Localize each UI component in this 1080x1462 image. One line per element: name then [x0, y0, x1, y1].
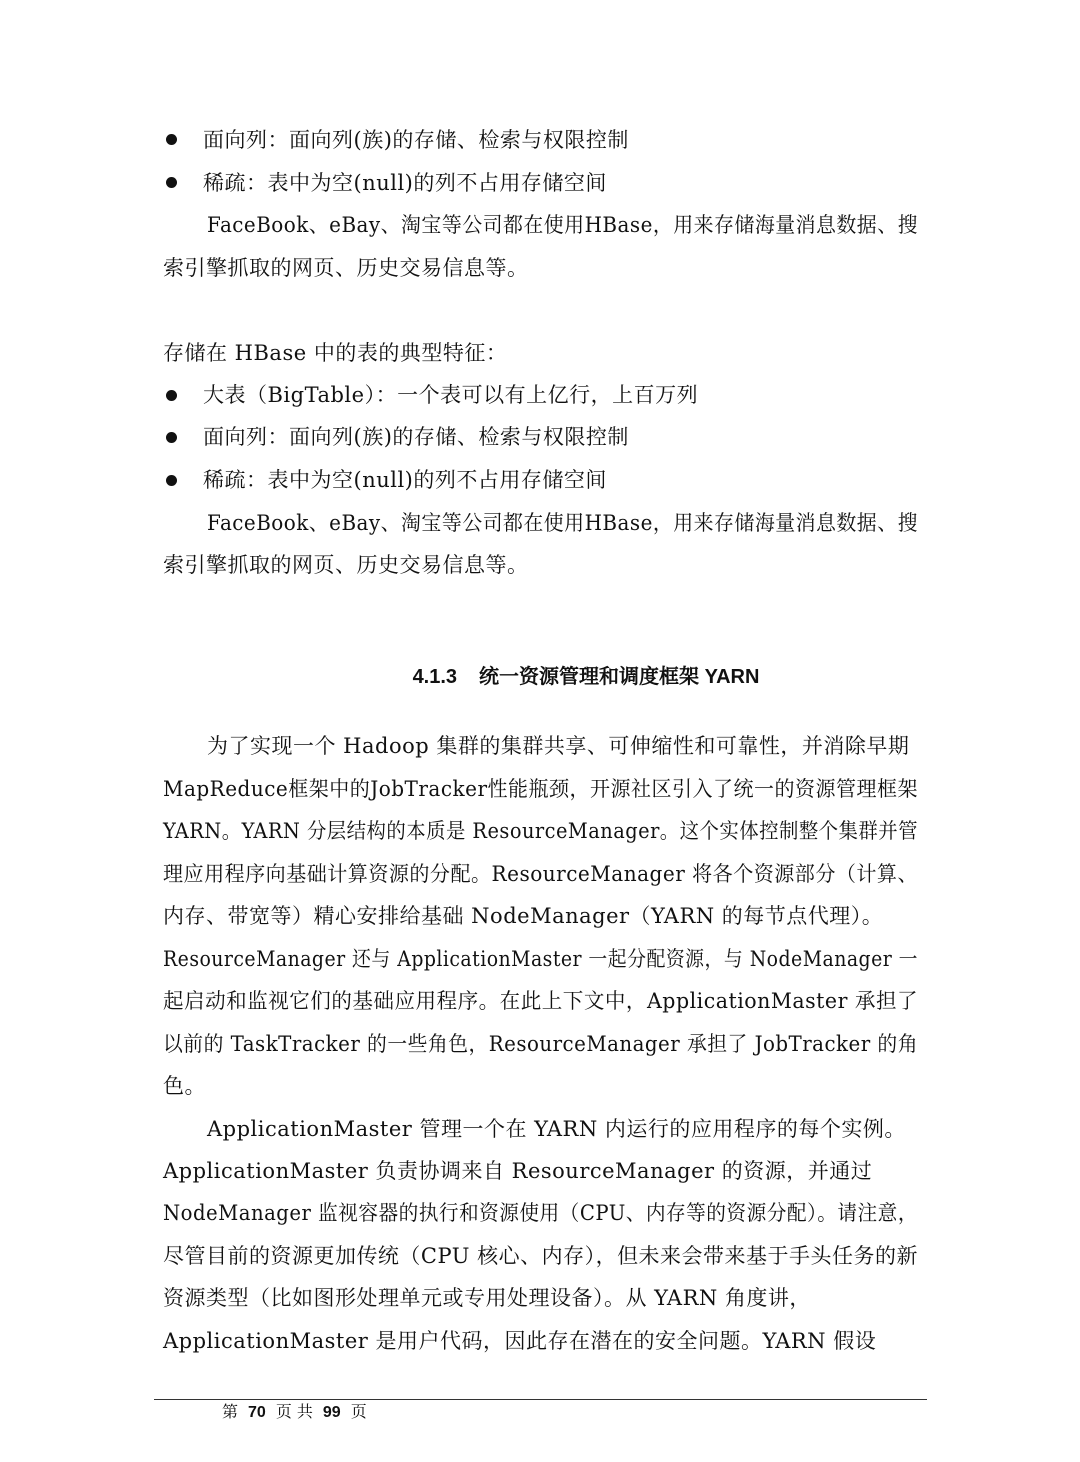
bullet-icon — [166, 475, 177, 486]
section-title: 统一资源管理和调度框架 YARN — [479, 666, 760, 688]
footer-prefix: 第 — [222, 1402, 239, 1421]
section-intro: 存储在 HBase 中的表的典型特征： — [163, 341, 508, 365]
paragraph-line: NodeManager 监视容器的执行和资源使用（CPU、内存等的资源分配）。请注意， — [163, 1201, 918, 1225]
paragraph-line: ResourceManager 还与 ApplicationMaster 一起分配资源，与 NodeManager 一 — [163, 947, 919, 971]
total-pages-number: 99 — [322, 1404, 341, 1421]
paragraph-line: 尽管目前的资源更加传统（CPU 核心、内存），但未来会带来基于手头任务的新 — [163, 1244, 918, 1268]
paragraph-line: YARN。YARN 分层结构的本质是 ResourceManager。这个实体控制整个集群并管 — [163, 819, 918, 843]
footer-middle: 页 共 — [275, 1402, 313, 1421]
bullet-item: 面向列：面向列(族)的存储、检索与权限控制 — [203, 425, 629, 449]
bullet-icon — [166, 390, 177, 401]
paragraph-line: FaceBook、eBay、淘宝等公司都在使用HBase，用来存储海量消息数据、搜 — [207, 213, 918, 237]
section-heading — [0, 662, 1080, 692]
paragraph-line: FaceBook、eBay、淘宝等公司都在使用HBase，用来存储海量消息数据、搜 — [207, 511, 918, 535]
paragraph-line: 为了实现一个 Hadoop 集群的集群共享、可伸缩性和可靠性，并消除早期 — [207, 734, 910, 758]
bullet-icon — [166, 432, 177, 443]
bullet-item: 稀疏：表中为空(null)的列不占用存储空间 — [203, 171, 607, 195]
paragraph-line: 索引擎抓取的网页、历史交易信息等。 — [163, 256, 529, 280]
paragraph-line: 起启动和监视它们的基础应用程序。在此上下文中，ApplicationMaster 承担了 — [163, 989, 919, 1013]
paragraph-line: 内存、带宽等）精心安排给基础 NodeManager（YARN 的每节点代理）。 — [163, 904, 884, 928]
paragraph-line: 理应用程序向基础计算资源的分配。ResourceManager 将各个资源部分（计算、 — [163, 862, 918, 886]
paragraph-line: ApplicationMaster 是用户代码，因此存在潜在的安全问题。YARN 假设 — [163, 1329, 877, 1353]
bullet-item: 稀疏：表中为空(null)的列不占用存储空间 — [203, 468, 607, 492]
paragraph-line: ApplicationMaster 负责协调来自 ResourceManager 的资源，并通过 — [163, 1159, 873, 1183]
footer-divider — [154, 1399, 927, 1400]
paragraph-line: ApplicationMaster 管理一个在 YARN 内运行的应用程序的每个实例。 — [207, 1117, 906, 1141]
footer-suffix: 页 — [350, 1402, 367, 1421]
paragraph-line: 资源类型（比如图形处理单元或专用处理设备）。从 YARN 角度讲， — [163, 1286, 811, 1310]
paragraph-line: 色。 — [163, 1074, 206, 1098]
bullet-icon — [166, 134, 177, 145]
bullet-icon — [166, 177, 177, 188]
paragraph-line: 以前的 TaskTracker 的一些角色，ResourceManager 承担了 JobTracker 的角 — [163, 1032, 918, 1056]
current-page-number: 70 — [248, 1404, 266, 1421]
page-footer — [218, 1401, 371, 1424]
section-number: 4.1.3 — [412, 666, 458, 688]
paragraph-line: MapReduce框架中的JobTracker性能瓶颈，开源社区引入了统一的资源管理框架 — [163, 777, 918, 801]
paragraph-line: 索引擎抓取的网页、历史交易信息等。 — [163, 553, 529, 577]
bullet-item: 大表（BigTable）：一个表可以有上亿行，上百万列 — [203, 383, 699, 407]
bullet-item: 面向列：面向列(族)的存储、检索与权限控制 — [203, 128, 629, 152]
